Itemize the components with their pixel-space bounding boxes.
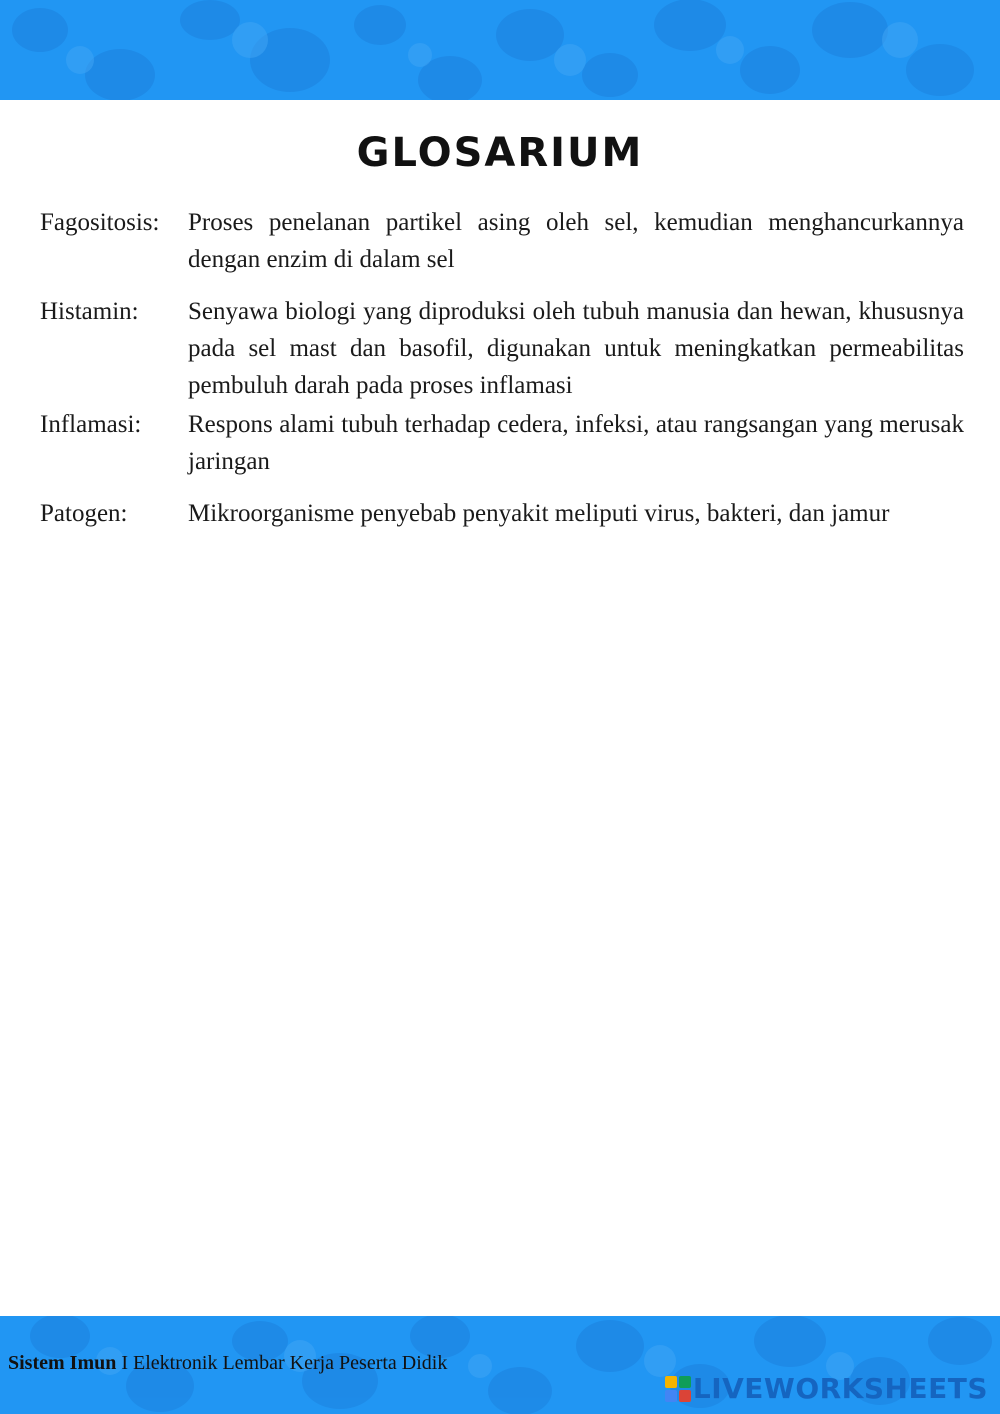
glossary-term: Histamin: [40, 298, 139, 325]
footer-subject: Sistem Imun [8, 1352, 117, 1374]
glossary-list [40, 204, 964, 532]
glossary-term: Fagositosis: [40, 209, 160, 236]
footer-description: Elektronik Lembar Kerja Peserta Didik [133, 1352, 448, 1374]
glossary-definition: Mikroorganisme penyebab penyakit meliputi virus, bakteri, dan jamur [188, 500, 890, 527]
glossary-entry [40, 204, 964, 278]
glossary-term: Inflamasi: [40, 411, 142, 438]
footer-separator: I [116, 1352, 134, 1374]
glossary-entry [40, 495, 964, 532]
liveworksheets-logo-icon [665, 1376, 691, 1402]
liveworksheets-logo [665, 1372, 988, 1405]
glossary-definition: Proses penelanan partikel asing oleh sel, kemudian menghancurkannya dengan enzim di dalam sel [188, 209, 964, 273]
glossary-entry [40, 406, 964, 480]
glossary-term: Patogen: [40, 500, 128, 527]
brand-name: LIVEWORKSHEETS [692, 1372, 988, 1405]
top-banner [0, 0, 1000, 100]
glossary-definition: Senyawa biologi yang diproduksi oleh tubuh manusia dan hewan, khususnya pada sel mast dan basofil, digunakan untuk meningkatkan permeabilitas pembuluh darah pada proses inflamasi [188, 298, 964, 399]
glossary-entry [40, 293, 964, 404]
glossary-definition: Respons alami tubuh terhadap cedera, infeksi, atau rangsangan yang merusak jaringan [188, 411, 964, 475]
blood-cells-pattern [0, 0, 1000, 100]
footer-caption [8, 1352, 447, 1375]
page-title: GLOSARIUM [356, 130, 644, 176]
